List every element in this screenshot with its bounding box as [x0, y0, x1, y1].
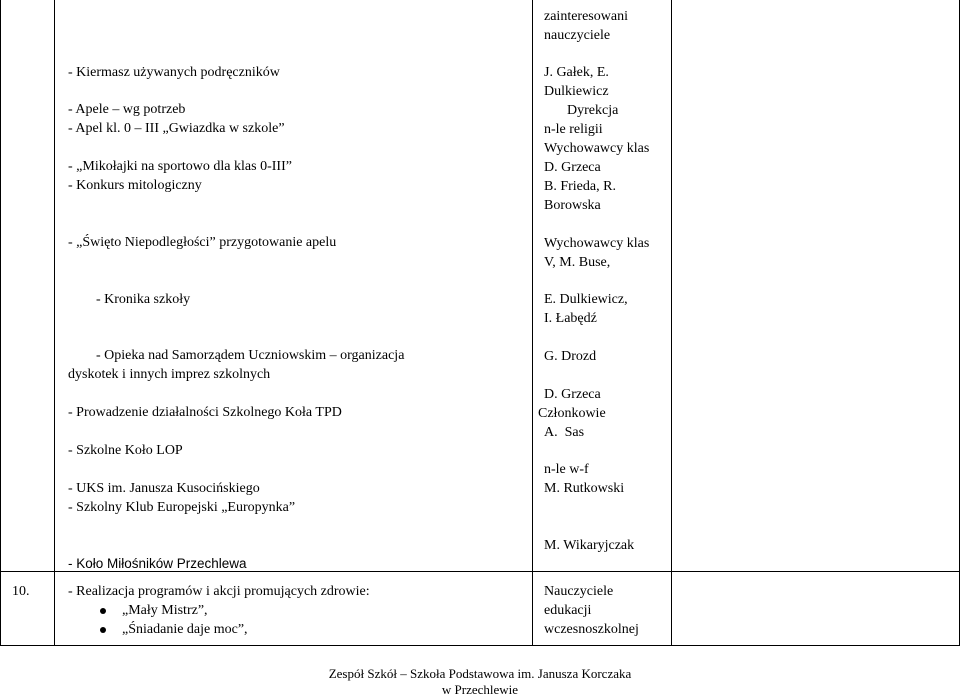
resp-nauczyciele: nauczyciele	[544, 28, 611, 43]
resp-n-le-wf: n-le w-f	[544, 462, 589, 477]
task-konkurs-mitologiczny: - Konkurs mitologiczny	[68, 178, 202, 193]
resp-buse: V, M. Buse,	[544, 255, 611, 270]
resp-czlonkowie: Członkowie	[538, 406, 606, 421]
task-sniadanie: „Śniadanie daje moc”,	[122, 622, 248, 637]
task-apel-gwiazdka: - Apel kl. 0 – III „Gwiazdka w szkole”	[68, 121, 285, 136]
resp-n-le-religii: n-le religii	[544, 122, 603, 137]
table-bottom-border	[0, 645, 960, 646]
resp-wychowawcy-klas-v: Wychowawcy klas	[544, 236, 650, 251]
resp-nauczyciele-row10: Nauczyciele	[544, 584, 614, 599]
footer-school-name: Zespół Szkół – Szkoła Podstawowa im. Janusza Korczaka	[328, 666, 632, 681]
task-kronika: - Kronika szkoły	[96, 292, 191, 307]
task-samorzad: - Opieka nad Samorządem Uczniowskim – organizacja	[96, 348, 405, 363]
table-divider-responsible-col	[671, 0, 672, 646]
resp-wikaryjczak: M. Wikaryjczak	[544, 538, 635, 553]
resp-dulkiewicz-e: E. Dulkiewicz,	[544, 292, 628, 307]
table-divider-task-col	[532, 0, 533, 646]
resp-sas: A. Sas	[544, 425, 585, 440]
resp-frieda: B. Frieda, R.	[544, 179, 616, 194]
resp-grzeca: D. Grzeca	[544, 160, 601, 175]
table-left-border	[0, 0, 1, 646]
footer-location: w Przechlewie	[441, 682, 519, 697]
task-mikolajki: - „Mikołajki na sportowo dla klas 0-III”	[68, 159, 292, 174]
table-divider-number-col	[54, 0, 55, 646]
row-number-10: 10.	[12, 584, 30, 599]
resp-grzeca-2: D. Grzeca	[544, 387, 601, 402]
task-maly-mistrz: „Mały Mistrz”,	[122, 603, 208, 618]
task-apele: - Apele – wg potrzeb	[68, 102, 186, 117]
task-kolo-milosnikow: - Koło Miłośników Przechlewa	[68, 556, 247, 571]
resp-drozd: G. Drozd	[544, 349, 597, 364]
task-realizacja-programow: - Realizacja programów i akcji promujących zdrowie:	[68, 584, 370, 599]
task-kolo-lop: - Szkolne Koło LOP	[68, 443, 183, 458]
task-kolo-tpd: - Prowadzenie działalności Szkolnego Koła TPD	[68, 405, 342, 420]
task-swieto-niepodleglosci: - „Święto Niepodległości” przygotowanie apelu	[68, 235, 337, 250]
bullet-icon	[100, 627, 106, 633]
task-klub-europejski: - Szkolny Klub Europejski „Europynka”	[68, 500, 296, 515]
resp-wychowawcy-klas: Wychowawcy klas	[544, 141, 650, 156]
task-uks: - UKS im. Janusza Kusocińskiego	[68, 481, 260, 496]
resp-dulkiewicz: Dulkiewicz	[544, 84, 609, 99]
resp-galek: J. Gałek, E.	[544, 65, 609, 80]
resp-zainteresowani: zainteresowani	[544, 9, 628, 24]
resp-labedz: I. Łabędź	[544, 311, 597, 326]
resp-rutkowski: M. Rutkowski	[544, 481, 625, 496]
resp-edukacji: edukacji	[544, 603, 592, 618]
task-samorzad-cont: dyskotek i innych imprez szkolnych	[68, 367, 271, 382]
task-kiermasz: - Kiermasz używanych podręczników	[68, 65, 280, 80]
resp-dyrekcja: Dyrekcja	[567, 103, 619, 118]
resp-wczesnoszkolnej: wczesnoszkolnej	[544, 622, 639, 637]
resp-borowska: Borowska	[544, 198, 601, 213]
bullet-icon	[100, 608, 106, 614]
